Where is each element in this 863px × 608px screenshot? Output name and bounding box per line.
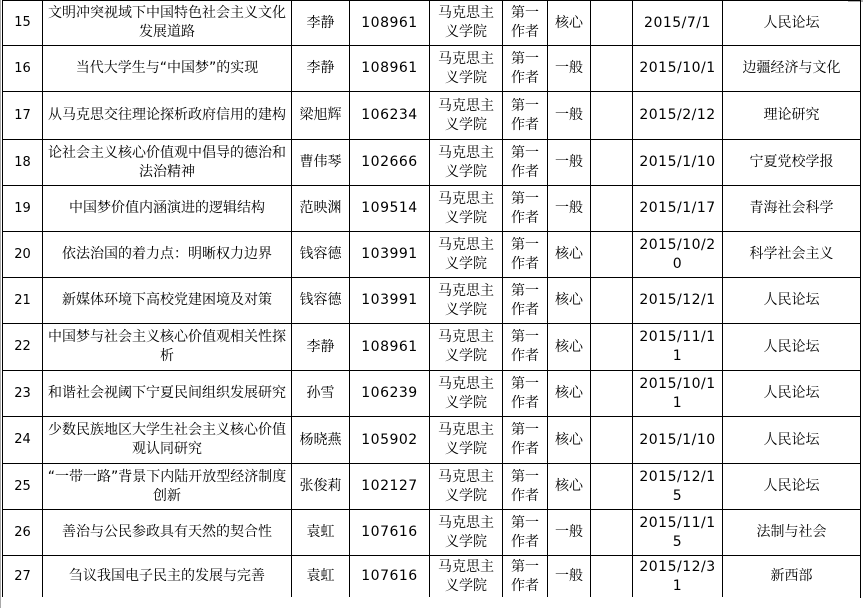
cell-author-position[interactable]: 第一作者 — [503, 556, 548, 598]
cell-extra[interactable] — [591, 278, 633, 324]
cell-author-id[interactable]: 107616 — [350, 510, 430, 556]
cell-row-number[interactable]: 17 — [3, 92, 43, 140]
cell-extra[interactable] — [591, 371, 633, 417]
cell-institution[interactable]: 马克思主义学院 — [430, 140, 503, 186]
cell-author[interactable]: 袁虹 — [292, 556, 350, 598]
cell-row-number[interactable]: 24 — [3, 417, 43, 464]
cell-author-id[interactable]: 108961 — [350, 1, 430, 46]
cell-author-id[interactable]: 108961 — [350, 46, 430, 92]
table-row — [3, 1, 861, 46]
cell-row-number[interactable]: 27 — [3, 556, 43, 598]
cell-date[interactable]: 2015/1/10 — [633, 417, 723, 464]
cell-author-id[interactable]: 107616 — [350, 556, 430, 598]
cell-author-position[interactable]: 第一作者 — [503, 1, 548, 46]
cell-level[interactable]: 一般 — [548, 510, 591, 556]
cell-author-position[interactable]: 第一作者 — [503, 140, 548, 186]
cell-author[interactable]: 李静 — [292, 324, 350, 371]
cell-journal[interactable]: 人民论坛 — [723, 1, 861, 46]
cell-date[interactable]: 2015/11/11 — [633, 324, 723, 371]
cell-journal[interactable]: 人民论坛 — [723, 371, 861, 417]
cell-paper-title[interactable]: 文明冲突视域下中国特色社会主义文化发展道路 — [43, 1, 292, 46]
cell-journal[interactable]: 宁夏党校学报 — [723, 140, 861, 186]
cell-extra[interactable] — [591, 92, 633, 140]
cell-date[interactable]: 2015/10/1 — [633, 46, 723, 92]
cell-paper-title[interactable]: 和谐社会视阈下宁夏民间组织发展研究 — [43, 371, 292, 417]
cell-journal[interactable]: 理论研究 — [723, 92, 861, 140]
cell-author-position[interactable]: 第一作者 — [503, 464, 548, 510]
cell-date[interactable]: 2015/12/31 — [633, 556, 723, 598]
cell-institution[interactable]: 马克思主义学院 — [430, 556, 503, 598]
cell-author-position[interactable]: 第一作者 — [503, 186, 548, 232]
cell-journal[interactable]: 人民论坛 — [723, 324, 861, 371]
table-row — [3, 232, 861, 278]
cell-journal[interactable]: 边疆经济与文化 — [723, 46, 861, 92]
cell-extra[interactable] — [591, 324, 633, 371]
table-row — [3, 278, 861, 324]
cell-level[interactable]: 一般 — [548, 140, 591, 186]
cell-institution[interactable]: 马克思主义学院 — [430, 46, 503, 92]
cell-author-id[interactable]: 106239 — [350, 371, 430, 417]
cell-level[interactable]: 一般 — [548, 92, 591, 140]
cell-row-number[interactable]: 20 — [3, 232, 43, 278]
cell-author[interactable]: 李静 — [292, 46, 350, 92]
cell-extra[interactable] — [591, 140, 633, 186]
cell-author[interactable]: 袁虹 — [292, 510, 350, 556]
cell-paper-title[interactable]: 中国梦价值内涵演进的逻辑结构 — [43, 186, 292, 232]
cell-row-number[interactable]: 19 — [3, 186, 43, 232]
partial-next-row — [2, 597, 860, 608]
cell-date[interactable]: 2015/10/11 — [633, 371, 723, 417]
cell-journal[interactable]: 法制与社会 — [723, 510, 861, 556]
cell-author[interactable]: 钱容德 — [292, 278, 350, 324]
cell-author-position[interactable]: 第一作者 — [503, 278, 548, 324]
cell-author[interactable]: 杨晓燕 — [292, 417, 350, 464]
cell-extra[interactable] — [591, 556, 633, 598]
cell-level[interactable]: 核心 — [548, 278, 591, 324]
cell-author[interactable]: 李静 — [292, 1, 350, 46]
table-row — [3, 371, 861, 417]
cell-institution[interactable]: 马克思主义学院 — [430, 232, 503, 278]
cell-author-id[interactable]: 105902 — [350, 417, 430, 464]
table-row — [3, 92, 861, 140]
cell-author-position[interactable]: 第一作者 — [503, 46, 548, 92]
table-row — [3, 417, 861, 464]
table-body — [3, 1, 861, 598]
cell-paper-title[interactable]: 论社会主义核心价值观中倡导的德治和法治精神 — [43, 140, 292, 186]
cell-row-number[interactable]: 15 — [3, 1, 43, 46]
table-row — [3, 186, 861, 232]
table-row — [3, 140, 861, 186]
cell-row-number[interactable]: 25 — [3, 464, 43, 510]
cell-paper-title[interactable]: 依法治国的着力点：明晰权力边界 — [43, 232, 292, 278]
cell-author-id[interactable]: 103991 — [350, 232, 430, 278]
cell-level[interactable]: 核心 — [548, 324, 591, 371]
cell-paper-title[interactable]: 少数民族地区大学生社会主义核心价值观认同研究 — [43, 417, 292, 464]
cell-date[interactable]: 2015/10/20 — [633, 232, 723, 278]
cell-row-number[interactable]: 22 — [3, 324, 43, 371]
cell-date[interactable]: 2015/11/15 — [633, 510, 723, 556]
cell-extra[interactable] — [591, 186, 633, 232]
cell-date[interactable]: 2015/12/1 — [633, 278, 723, 324]
cell-paper-title[interactable]: 从马克思交往理论探析政府信用的建构 — [43, 92, 292, 140]
cell-institution[interactable]: 马克思主义学院 — [430, 464, 503, 510]
window-left-edge — [0, 0, 1, 608]
cell-level[interactable]: 一般 — [548, 186, 591, 232]
cell-journal[interactable]: 青海社会科学 — [723, 186, 861, 232]
table-row — [3, 556, 861, 598]
cell-journal[interactable]: 人民论坛 — [723, 417, 861, 464]
cell-author-position[interactable]: 第一作者 — [503, 92, 548, 140]
cell-institution[interactable]: 马克思主义学院 — [430, 186, 503, 232]
cell-row-number[interactable]: 16 — [3, 46, 43, 92]
publications-table — [2, 0, 861, 598]
cell-date[interactable]: 2015/1/17 — [633, 186, 723, 232]
cell-author-id[interactable]: 106234 — [350, 92, 430, 140]
cell-institution[interactable]: 马克思主义学院 — [430, 1, 503, 46]
cell-author[interactable]: 孙雪 — [292, 371, 350, 417]
cell-author-position[interactable]: 第一作者 — [503, 371, 548, 417]
cell-author-position[interactable]: 第一作者 — [503, 324, 548, 371]
cell-paper-title[interactable]: “一带一路”背景下内陆开放型经济制度创新 — [43, 464, 292, 510]
cell-institution[interactable]: 马克思主义学院 — [430, 92, 503, 140]
cell-extra[interactable] — [591, 417, 633, 464]
cell-author-id[interactable]: 102666 — [350, 140, 430, 186]
cell-extra[interactable] — [591, 46, 633, 92]
cell-paper-title[interactable]: 当代大学生与“中国梦”的实现 — [43, 46, 292, 92]
table-row — [3, 324, 861, 371]
cell-paper-title[interactable]: 善治与公民参政具有天然的契合性 — [43, 510, 292, 556]
cell-institution[interactable]: 马克思主义学院 — [430, 324, 503, 371]
cell-row-number[interactable]: 26 — [3, 510, 43, 556]
cell-author[interactable]: 范映渊 — [292, 186, 350, 232]
cell-author[interactable]: 张俊莉 — [292, 464, 350, 510]
cell-journal[interactable]: 人民论坛 — [723, 464, 861, 510]
table-row — [3, 464, 861, 510]
cell-author-position[interactable]: 第一作者 — [503, 510, 548, 556]
cell-author[interactable]: 钱容德 — [292, 232, 350, 278]
cell-extra[interactable] — [591, 1, 633, 46]
cell-date[interactable]: 2015/2/12 — [633, 92, 723, 140]
cell-journal[interactable]: 科学社会主义 — [723, 232, 861, 278]
cell-level[interactable]: 核心 — [548, 371, 591, 417]
cell-author-id[interactable]: 109514 — [350, 186, 430, 232]
cell-level[interactable]: 一般 — [548, 46, 591, 92]
cell-author-position[interactable]: 第一作者 — [503, 232, 548, 278]
cell-paper-title[interactable]: 中国梦与社会主义核心价值观相关性探析 — [43, 324, 292, 371]
cell-row-number[interactable]: 23 — [3, 371, 43, 417]
cell-paper-title[interactable]: 刍议我国电子民主的发展与完善 — [43, 556, 292, 598]
cell-row-number[interactable]: 21 — [3, 278, 43, 324]
cell-date[interactable]: 2015/1/10 — [633, 140, 723, 186]
cell-paper-title[interactable]: 新媒体环境下高校党建困境及对策 — [43, 278, 292, 324]
cell-institution[interactable]: 马克思主义学院 — [430, 417, 503, 464]
cell-journal[interactable]: 人民论坛 — [723, 278, 861, 324]
cell-row-number[interactable]: 18 — [3, 140, 43, 186]
cell-extra[interactable] — [591, 464, 633, 510]
cell-author[interactable]: 曹伟琴 — [292, 140, 350, 186]
cell-institution[interactable]: 马克思主义学院 — [430, 371, 503, 417]
table-row — [3, 510, 861, 556]
cell-extra[interactable] — [591, 232, 633, 278]
cell-level[interactable]: 核心 — [548, 232, 591, 278]
cell-journal[interactable]: 新西部 — [723, 556, 861, 598]
cell-author-position[interactable]: 第一作者 — [503, 417, 548, 464]
table-row — [3, 46, 861, 92]
cell-level[interactable]: 核心 — [548, 1, 591, 46]
cell-author-id[interactable]: 102127 — [350, 464, 430, 510]
cell-level[interactable]: 核心 — [548, 417, 591, 464]
cell-extra[interactable] — [591, 510, 633, 556]
cell-date[interactable]: 2015/7/1 — [633, 1, 723, 46]
cell-institution[interactable]: 马克思主义学院 — [430, 510, 503, 556]
cell-author-id[interactable]: 103991 — [350, 278, 430, 324]
cell-institution[interactable]: 马克思主义学院 — [430, 278, 503, 324]
cell-author[interactable]: 梁旭辉 — [292, 92, 350, 140]
cell-date[interactable]: 2015/12/15 — [633, 464, 723, 510]
cell-level[interactable]: 一般 — [548, 556, 591, 598]
cell-level[interactable]: 核心 — [548, 464, 591, 510]
cell-author-id[interactable]: 108961 — [350, 324, 430, 371]
